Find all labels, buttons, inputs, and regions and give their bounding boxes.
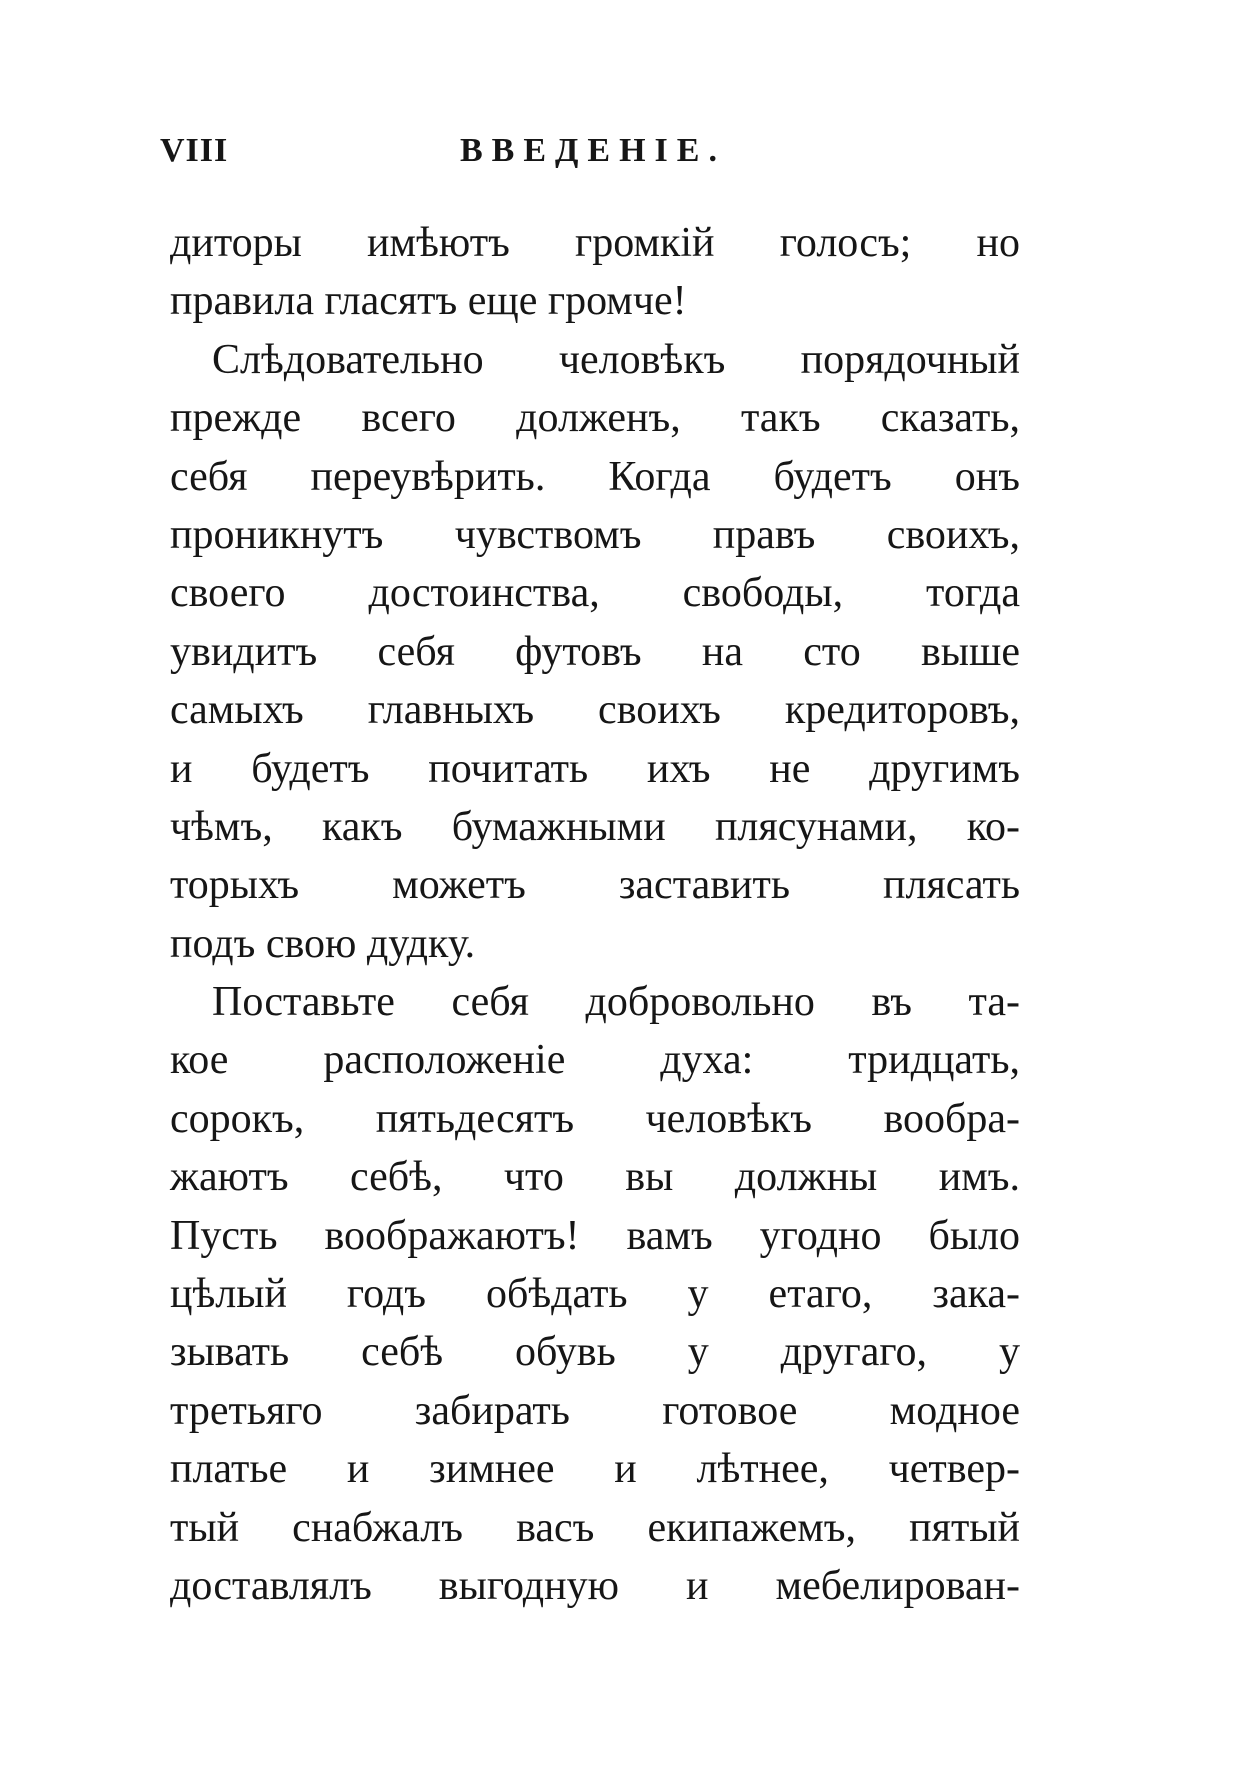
text-line: Поставьте себя добровольно въ та- [212, 979, 1020, 1026]
text-line: правила гласятъ еще громче! [170, 278, 687, 325]
text-line: доставлялъ выгодную и мебелирован- [170, 1562, 1020, 1609]
text-line: себя переувѣрить. Когда будетъ онъ [170, 453, 1020, 500]
text-line: самыхъ главныхъ своихъ кредиторовъ, [170, 687, 1020, 734]
text-line: диторы имѣютъ громкій голосъ; но [170, 220, 1020, 266]
text-line: цѣлый годъ обѣдать у етаго, зака- [170, 1271, 1020, 1318]
text-line: Пусть воображаютъ! вамъ угодно было [170, 1212, 1020, 1259]
text-line: платье и зимнее и лѣтнее, четвер- [170, 1446, 1020, 1493]
page-number: VIII [160, 132, 229, 169]
text-line: кое расположеніе духа: тридцать, [170, 1037, 1020, 1084]
text-line: и будетъ почитать ихъ не другимъ [170, 745, 1020, 792]
text-line: своего достоинства, свободы, тогда [170, 570, 1020, 617]
text-line: третьяго забирать готовое модное [170, 1387, 1020, 1434]
text-line: Слѣдовательно человѣкъ порядочный [212, 336, 1020, 383]
text-line: проникнутъ чувствомъ правъ своихъ, [170, 511, 1020, 558]
text-line: зывать себѣ обувь у другаго, у [170, 1329, 1020, 1376]
running-title: ВВЕДЕНIЕ. [460, 132, 726, 169]
text-line: тый снабжалъ васъ екипажемъ, пятый [170, 1504, 1020, 1551]
text-line: увидитъ себя футовъ на сто выше [170, 628, 1020, 675]
running-head [160, 132, 760, 182]
text-line: торыхъ можетъ заставить плясать [170, 862, 1020, 909]
text-line: прежде всего долженъ, такъ сказать, [170, 395, 1020, 442]
text-line: чѣмъ, какъ бумажными плясунами, ко- [170, 803, 1020, 850]
text-line: подъ свою дудку. [170, 920, 476, 967]
text-line: сорокъ, пятьдесятъ человѣкъ вообра- [170, 1095, 1020, 1142]
body-text [170, 214, 1020, 1615]
text-line: жаютъ себѣ, что вы должны имъ. [170, 1154, 1020, 1201]
